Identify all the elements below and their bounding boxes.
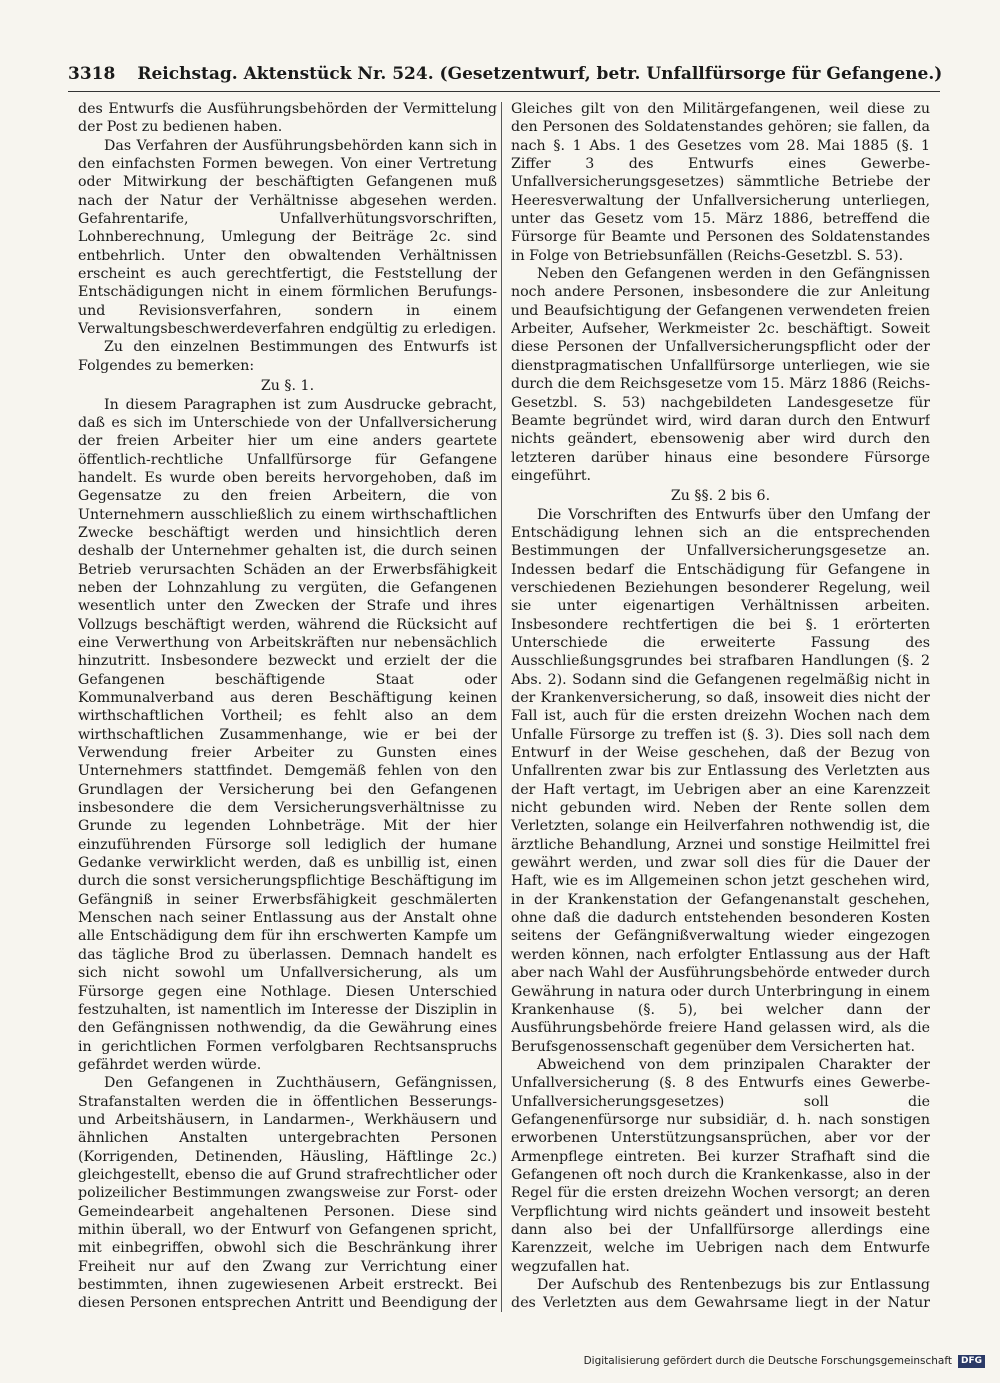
paragraph: Neben den Gefangenen werden in den Gefängnissen noch andere Personen, insbesondere die zur Anleitung und Beaufsichtigung der Gefangenen verwendeten freien Arbeiter, Aufseher, Werkmeister 2c. beschäftigt. Soweit diese Personen der Unfallversicherungspflicht oder der dienstpragmatischen Unfallfürsorge unterliegen, wie sie durch die dem Reichsgesetze vom 15. März 1886 (Reichs-Gesetzbl. S. 53) nachgebildeten Landesgesetze für Beamte begründet wird, wird daran durch den Entwurf nichts geändert, ebensowenig aber wird durch den letzteren darüber hinaus eine besondere Fürsorge eingeführt. [511,266,930,484]
paragraph: Gleiches gilt von den Militärgefangenen, weil diese zu den Personen des Soldatenstandes gehören; sie fallen, da nach §. 1 Abs. 1 des Gesetzes vom 28. Mai 1885 (§. 1 Ziffer 3 des Entwurfs eines Gewerbe-Unfallversicherungsgesetzes) sämmtliche Betriebe der Heeresverwaltung der Unfallversicherung unterliegen, unter das Gesetz vom 15. März 1886, betreffend die Fürsorge für Beamte und Personen des Soldatenstandes in Folge von Betriebsunfällen (Reichs-Gesetzbl. S. 53). [511,101,930,264]
page-number: 3318 [68,64,116,84]
paragraph: Der Aufschub des Rentenbezugs bis zur Entlassung des Verletzten aus dem Gewahrsame liegt in der Natur [511,1277,930,1312]
running-title: Reichstag. Aktenstück Nr. 524. (Gesetzentwurf, betr. Unfallfürsorge für Gefangene.) [137,64,943,84]
paragraph: Die Vorschriften des Entwurfs über den Umfang der Entschädigung lehnen sich an die entsprechenden Bestimmungen der Unfallversicherungsgesetze an. Indessen bedarf die Entschädigung für Gefangene in verschiedenen Beziehungen besonderer Regelung, weil sie unter eigenartigen Verhältnissen arbeiten. Insbesondere rechtfertigen die bei §. 1 erörterten Unterschiede die erweiterte Fassung des Ausschließungsgrundes bei strafbaren Handlungen (§. 2 Abs. 2). Sodann sind die Gefangenen regelmäßig nicht in der Krankenversicherung, so daß, insoweit dies nicht der Fall ist, auch für die ersten dreizehn Wochen nach dem Unfalle Fürsorge zu treffen ist (§. 3). Dies soll nach dem Entwurf in der Weise geschehen, daß der Bezug von Unfallrenten zwar bis zur Entlassung des Verletzten aus der Haft vertagt, im Uebrigen aber an eine Karenzzeit nicht gebunden wird. Neben der Rente sollen dem Verletzten, solange ein Heilverfahren nothwendig ist, die ärztliche Behandlung, Arznei und sonstige Heilmittel frei gewährt werden, und zwar soll dies für die Dauer der Haft, wie es im Allgemeinen schon jetzt geschehen wird, in der Krankenstation der Gefangenanstalt geschehen, ohne daß die dadurch entstehenden besonderen Kosten seitens der Gefängnißverwaltung wieder eingezogen werden können, nach erfolgter Entlassung aus der Haft aber nach Wahl der Ausführungsbehörde entweder durch Gewährung in natura oder durch Unterbringung in einem Krankenhause (§. 5), bei welcher dann der Ausführungsbehörde freiere Hand gelassen wird, als die Berufsgenossenschaft gegenüber dem Versicherten hat. [511,506,930,1055]
paragraph: des Entwurfs die Ausführungsbehörden der Vermittelung der Post zu bedienen haben. [78,101,497,136]
column-divider [501,102,502,1312]
paragraph: Das Verfahren der Ausführungsbehörden kann sich in den einfachsten Formen bewegen. Von einer Vertretung oder Mitwirkung der beschäftigten Gefangenen muß nach der Natur der Verhältnisse abgesehen werden. Gefahrentarife, Unfallverhütungsvorschriften, Lohnberechnung, Umlegung der Beiträge 2c. sind entbehrlich. Unter den obwaltenden Verhältnissen erscheint es auch gerechtfertigt, die Feststellung der Entschädigungen nicht in einem förmlichen Berufungs- und Revisionsverfahren, sondern in einem Verwaltungsbeschwerdeverfahren endgültig zu erledigen. [78,137,497,338]
digitization-credit [560,1352,985,1370]
left-column [78,100,497,1315]
right-column [511,100,930,1315]
paragraph: Zu den einzelnen Bestimmungen des Entwurfs ist Folgendes zu bemerken: [78,339,497,374]
paragraph: Abweichend von dem prinzipalen Charakter der Unfallversicherung (§. 8 des Entwurfs eines Gewerbe-Unfallversicherungsgesetzes) soll die Gefangenenfürsorge nur subsidiär, d. h. nach sonstigen erworbenen Unterstützungsansprüchen, aber vor der Armenpflege eintreten. Bei kurzer Strafhaft sind die Gefangenen oft noch durch die Krankenkasse, also in der Regel für die ersten dreizehn Wochen versorgt; an deren Verpflichtung wird nichts geändert und insoweit besteht dann also bei der Unfallfürsorge allerdings eine Karenzzeit, welche im Uebrigen nach dem Entwurfe wegzufallen hat. [511,1056,930,1275]
paragraph: Den Gefangenen in Zuchthäusern, Gefängnissen, Strafanstalten werden die in öffentlichen Besserungs- und Arbeitshäusern, in Landarmen-, Werkhäusern und ähnlichen Anstalten untergebrachten Personen (Korrigenden, Detinenden, Häusling, Häftlinge 2c.) gleichgestellt, ebenso die auf Grund strafrechtlicher oder polizeilicher Bestimmungen zwangsweise zur Forst- oder Gemeindearbeit angehaltenen Personen. Diese sind mithin überall, wo der Entwurf von Gefangenen spricht, mit einbegriffen, obwohl sich die Beschränkung ihrer Freiheit nur auf den Zwang zur Verrichtung einer bestimmten, ihnen zugewiesenen Arbeit erstreckt. Bei diesen Personen entsprechen Antritt und Beendigung der [78,1075,497,1312]
section-heading: Zu §§. 2 bis 6. [670,488,771,505]
running-header [68,64,943,90]
credit-text: Digitalisierung gefördert durch die Deutsche Forschungsgemeinschaft [583,1355,952,1367]
header-rule [68,91,940,92]
paragraph: In diesem Paragraphen ist zum Ausdrucke gebracht, daß es sich im Unterschiede von der Unfallversicherung der freien Arbeiter hier um eine anders geartete öffentlich-rechtliche Unfallfürsorge für Gefangene handelt. Es wurde oben bereits hervorgehoben, daß im Gegensatze zu den freien Arbeitern, die von Unternehmern ausschließlich zu einem wirthschaftlichen Zwecke beschäftigt werden und hinsichtlich deren deshalb der Unternehmer gehalten ist, die durch seinen Betrieb verursachten Schäden an der Erwerbsfähigkeit neben der Lohnzahlung zu vergüten, die Gefangenen wesentlich unter den Zwecken der Strafe und ihres Vollzugs beschäftigt werden, während die Rücksicht auf eine Verwerthung von Arbeitskräften nur nebensächlich hinzutritt. Insbesondere bezweckt und erzielt der die Gefangenen beschäftigende Staat oder Kommunalverband aus deren Beschäftigung keinen wirthschaftlichen Vortheil; es fehlt also an dem wirthschaftlichen Zusammenhange, wie er bei der Verwendung freier Arbeiter zu Gunsten eines Unternehmers stattfindet. Demgemäß fehlen von den Grundlagen der Versicherung bei den Gefangenen insbesondere die dem Versicherungsverhältnisse zu Grunde zu legenden Lohnbeträge. Mit der hier einzuführenden Fürsorge soll lediglich der humane Gedanke verwirklicht werden, daß es unbillig ist, einen durch die sonst versicherungspflichtige Beschäftigung im Gefängniß in seiner Erwerbsfähigkeit geschmälerten Menschen nach seiner Entlassung aus der Anstalt ohne alle Entschädigung dem für ihn erschwerten Kampfe um das tägliche Brod zu überlassen. Demnach handelt es sich nicht sowohl um Unfallversicherung, als um Fürsorge gegen eine Nothlage. Diesen Unterschied festzuhalten, ist namentlich im Interesse der Disziplin in den Gefängnissen nothwendig, da die Gewährung eines in gerichtlichen Formen verfolgbaren Rechtsanspruchs gefährdet werden würde. [78,396,497,1073]
dfg-logo-icon: DFG [958,1355,985,1368]
section-heading: Zu §. 1. [260,378,315,395]
